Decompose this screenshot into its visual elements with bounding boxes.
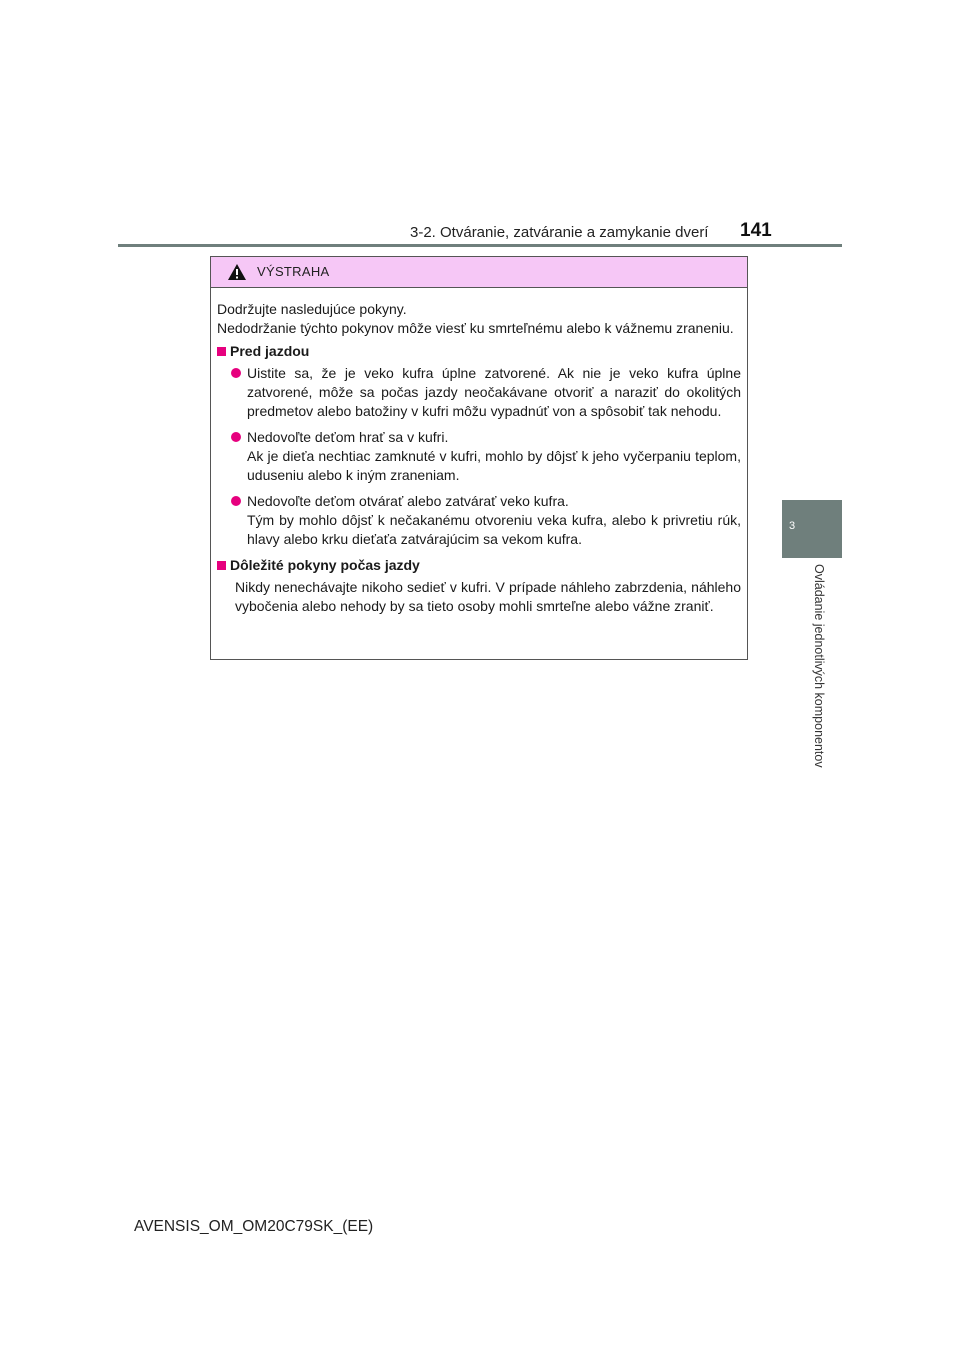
bullet-text: Uistite sa, že je veko kufra úplne zatvorené. Ak nie je veko kufra úplne zatvorené, môže sa počas jazdy neočakávane otvoriť a naraziť do okolitých predmetov alebo batožiny v kufri môžu vypadnúť von a spôsobiť tak nehodu.: [247, 365, 741, 419]
intro-line-1: Dodržujte nasledujúce pokyny.: [217, 301, 407, 317]
chapter-side-tab: [782, 500, 842, 805]
warning-title: VÝSTRAHA: [257, 264, 330, 279]
warning-body: [211, 288, 747, 616]
warning-box: [210, 256, 748, 660]
square-bullet-icon: [217, 347, 226, 356]
square-bullet-icon: [217, 561, 226, 570]
bullet-line: Nedovoľte deťom otvárať alebo zatvárať veko kufra.: [247, 493, 569, 509]
bullet-line: Nedovoľte deťom hrať sa v kufri.: [247, 429, 449, 445]
header-rule: [118, 244, 842, 247]
section-heading-driving-instructions: [217, 556, 741, 575]
section-heading-text: Dôležité pokyny počas jazdy: [230, 557, 420, 573]
circle-bullet-icon: [231, 496, 241, 506]
chapter-title-vertical: Ovládanie jednotlivých komponentov: [812, 564, 826, 768]
warning-triangle-icon: [227, 263, 247, 281]
chapter-number-box: [782, 500, 842, 558]
header-section-title: 3-2. Otváranie, zatváranie a zamykanie dverí: [410, 224, 709, 241]
bullet-text: [247, 428, 741, 485]
section-heading-before-driving: [217, 342, 741, 361]
warning-header: [211, 257, 747, 288]
intro-line-2: Nedodržanie týchto pokynov môže viesť ku smrteľnému alebo k vážnemu zraneniu.: [217, 320, 734, 336]
list-item: [231, 492, 741, 549]
bullet-continuation: Ak je dieťa nechtiac zamknuté v kufri, mohlo by dôjsť k jeho vyčerpaniu teplom, uduseniu alebo k iným zraneniam.: [247, 448, 741, 483]
list-item: [231, 428, 741, 485]
page-number: 141: [740, 220, 772, 241]
footer-code: AVENSIS_OM_OM20C79SK_(EE): [134, 1218, 374, 1235]
section-heading-text: Pred jazdou: [230, 343, 310, 359]
chapter-number: 3: [789, 520, 796, 532]
circle-bullet-icon: [231, 432, 241, 442]
list-item: [231, 364, 741, 421]
bullet-continuation: Tým by mohlo dôjsť k nečakanému otvoreniu veka kufra, alebo k privretiu rúk, hlavy alebo krku dieťaťa zatvárajúcim sa vekom kufra.: [247, 512, 741, 547]
bullet-text: [247, 492, 741, 549]
section-text: Nikdy nenechávajte nikoho sedieť v kufri. V prípade náhleho zabrzdenia, náhleho vybočenia alebo nehody by sa tieto osoby mohli smrteľne alebo vážne zraniť.: [235, 579, 741, 614]
circle-bullet-icon: [231, 368, 241, 378]
